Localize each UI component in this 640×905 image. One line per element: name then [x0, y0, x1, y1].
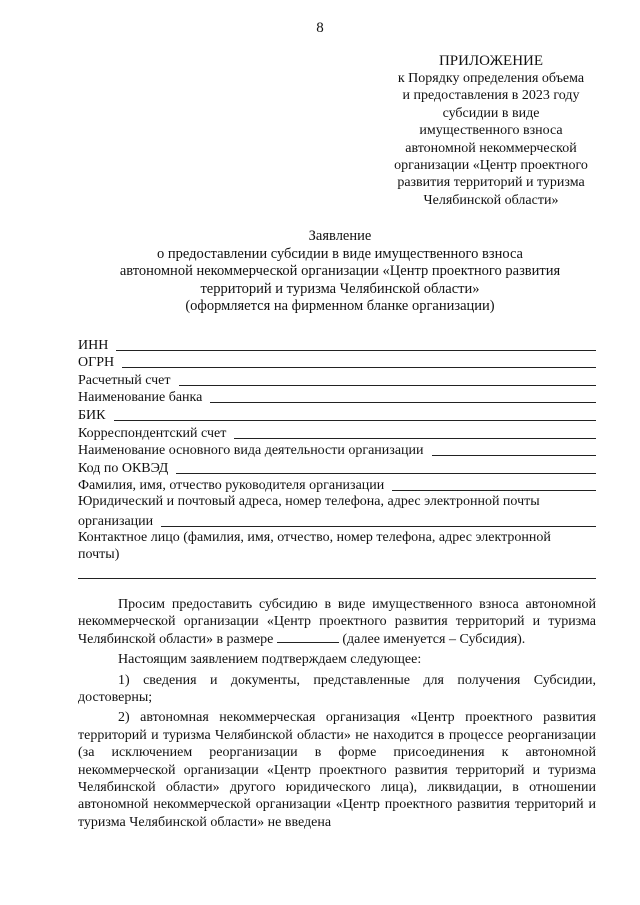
bank-row	[78, 389, 596, 407]
account-label: Расчетный счет	[78, 372, 171, 388]
bik-field[interactable]	[114, 420, 597, 421]
okved-field[interactable]	[176, 473, 596, 474]
page-number: 8	[316, 20, 324, 36]
appendix-block	[360, 52, 622, 209]
bank-label: Наименование банка	[78, 390, 203, 406]
request-text: Просим предоставить субсидию в виде имущественного взноса автономной некоммерческой организации «Центр проектного развития территорий и туризма Челябинской области» в размере	[78, 597, 596, 647]
activity-field[interactable]	[432, 455, 596, 456]
confirm-paragraph: Настоящим заявлением подтверждаем следующее:	[118, 652, 422, 668]
title-line: автономной некоммерческой организации «Центр проектного развития	[119, 263, 561, 280]
request-text-end: (далее именуется – Субсидия).	[342, 631, 526, 647]
title-line: о предоставлении субсидии в виде имущественного взноса	[157, 245, 523, 262]
inn-field[interactable]	[116, 350, 596, 351]
item-2-paragraph: 2) автономная некоммерческая организация «Центр проектного развития территорий и туризма Челябинской области» не находится в процессе реорганизации (за исключением реорганизации в форме присоединения к автономной некоммерческой организации «Центр проектного развития территорий и туризма Челябинской области» другого юридического лица), ликвидации, в отношении автономной некоммерческой организации «Центр проектного развития территорий и туризма Челябинской области» не введена	[78, 710, 596, 830]
director-field[interactable]	[392, 490, 596, 491]
director-label: Фамилия, имя, отчество руководителя организации	[78, 478, 385, 494]
account-field[interactable]	[179, 385, 596, 386]
address-label: Юридический и почтовый адреса, номер телефона, адрес электронной почты	[78, 494, 540, 510]
title-line: территорий и туризма Челябинской области»	[200, 280, 480, 297]
contact-label: Контактное лицо (фамилия, имя, отчество, номер телефона, адрес электронной	[78, 529, 551, 545]
contact-field[interactable]	[78, 578, 596, 579]
corr-account-field[interactable]	[234, 438, 596, 439]
bik-row	[78, 406, 596, 424]
appendix-line: имущественного взноса	[419, 123, 563, 139]
item-1-paragraph: 1) сведения и документы, представленные для получения Субсидии, достоверны;	[78, 672, 596, 706]
appendix-line: автономной некоммерческой	[405, 140, 577, 156]
corr-account-row	[78, 424, 596, 442]
inn-label: ИНН	[78, 337, 109, 353]
bik-label: БИК	[78, 407, 106, 423]
appendix-line: и предоставления в 2023 году	[402, 88, 580, 104]
appendix-line: субсидии в виде	[442, 105, 540, 121]
okved-row	[78, 459, 596, 477]
address-row	[78, 512, 596, 530]
activity-row	[78, 442, 596, 460]
account-row	[78, 371, 596, 389]
appendix-line: Челябинской области»	[423, 192, 559, 208]
appendix-line: развития территорий и туризма	[397, 175, 585, 191]
inn-row	[78, 336, 596, 354]
title-heading: Заявление	[308, 228, 372, 244]
ogrn-field[interactable]	[122, 367, 596, 368]
ogrn-row	[78, 354, 596, 372]
corr-account-label: Корреспондентский счет	[78, 425, 227, 441]
title-note: (оформляется на фирменном бланке организации)	[185, 298, 495, 315]
contact-label-cont: почты)	[78, 547, 120, 563]
address-label-cont: организации	[78, 513, 154, 529]
request-paragraph	[78, 596, 596, 648]
okved-label: Код по ОКВЭД	[78, 460, 169, 476]
requisites-form	[78, 336, 596, 582]
ogrn-label: ОГРН	[78, 355, 115, 371]
appendix-line: к Порядку определения объема	[397, 71, 585, 86]
bank-field[interactable]	[210, 402, 596, 403]
amount-field[interactable]	[277, 632, 339, 643]
activity-label: Наименование основного вида деятельности организации	[78, 443, 424, 459]
address-field[interactable]	[161, 526, 596, 527]
application-body	[78, 596, 596, 831]
appendix-heading: ПРИЛОЖЕНИЕ	[438, 53, 544, 69]
director-row	[78, 477, 596, 495]
contact-row	[78, 565, 596, 583]
appendix-line: организации «Центр проектного	[394, 158, 588, 174]
document-title	[60, 228, 620, 316]
